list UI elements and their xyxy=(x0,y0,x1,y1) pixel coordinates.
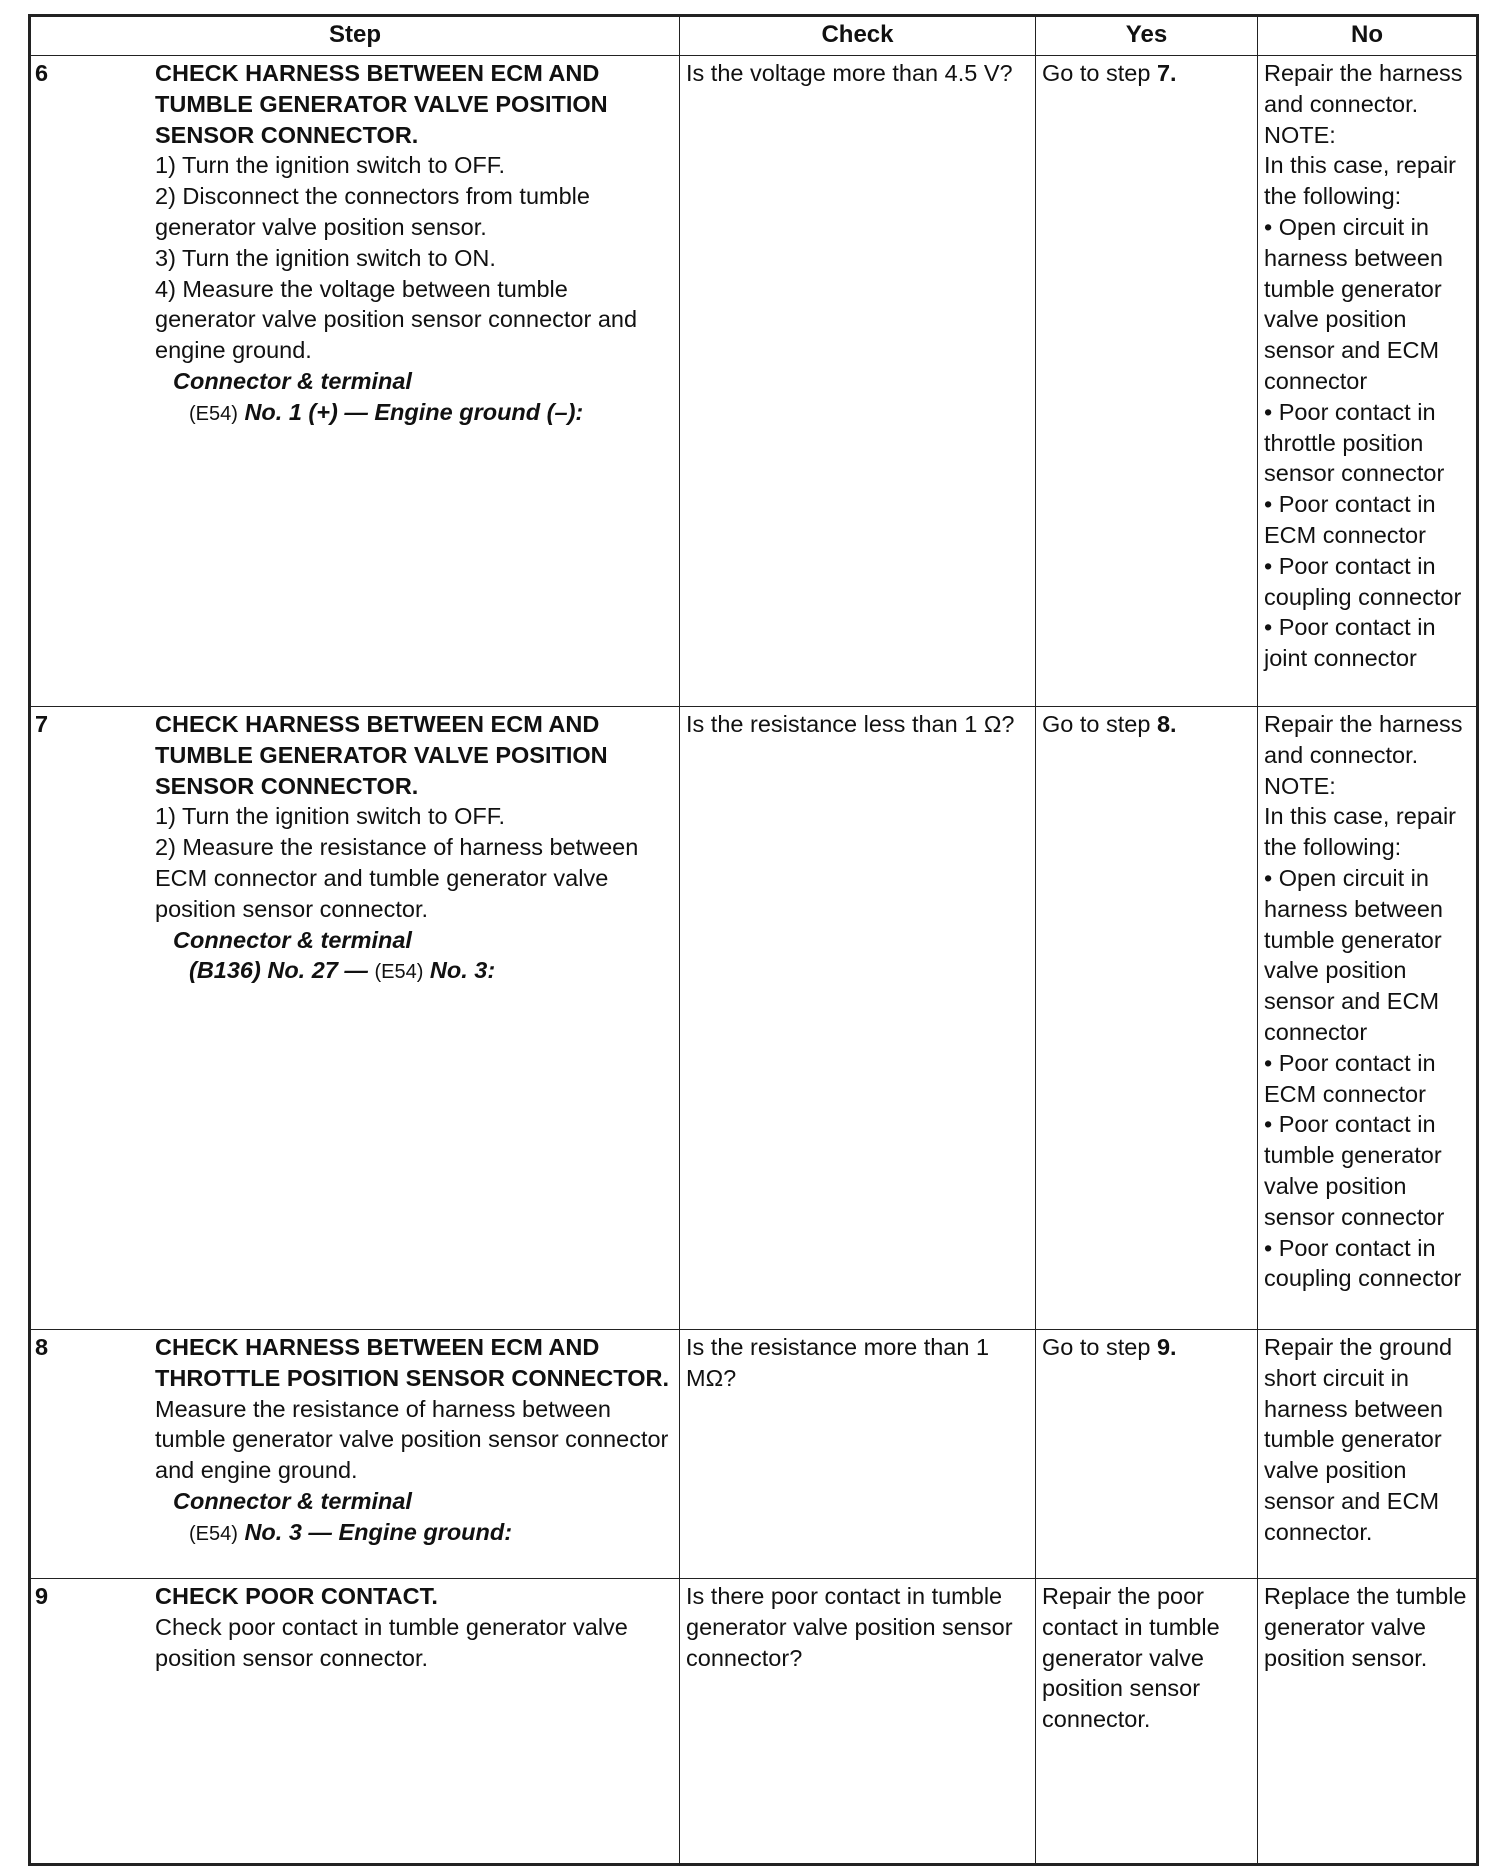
step-title: CHECK HARNESS BETWEEN ECM AND THROTTLE POSITION SENSOR CONNECTOR. xyxy=(155,1334,669,1391)
step-description xyxy=(155,709,679,988)
step-cell xyxy=(30,707,680,1330)
step-line: Check poor contact in tumble generator valve position sensor connector. xyxy=(155,1613,628,1671)
yes-cell xyxy=(1036,707,1258,1330)
step-number: 7 xyxy=(35,711,49,737)
note-item: • Open circuit in harness between tumble generator valve position sensor and ECM connector xyxy=(1264,213,1443,394)
connector-pre: (B136) No. 27 — xyxy=(189,957,375,984)
header-yes: Yes xyxy=(1036,16,1258,56)
no-main-text: Repair the harness and connector. xyxy=(1264,711,1463,768)
no-cell xyxy=(1258,1579,1478,1865)
step-title: CHECK POOR CONTACT. xyxy=(155,1583,438,1609)
step-line: 1) Turn the ignition switch to OFF. xyxy=(155,152,506,179)
connector-terminal xyxy=(155,955,673,988)
note-item: • Poor contact in ECM connector xyxy=(1264,1049,1436,1107)
step-line: 2) Measure the resistance of harness between ECM connector and tumble generator valve position sensor connector. xyxy=(155,834,639,922)
connector-label: Connector & terminal xyxy=(173,926,412,953)
note-item: • Poor contact in ECM connector xyxy=(1264,491,1436,548)
step-cell xyxy=(30,1579,680,1865)
no-cell xyxy=(1258,707,1478,1330)
yes-cell xyxy=(1036,56,1258,707)
step-cell xyxy=(30,1330,680,1579)
table-row-step-8 xyxy=(30,1330,1478,1579)
diagnostic-table-page xyxy=(28,14,1476,1866)
note-label: NOTE: xyxy=(1264,121,1336,148)
table-row-step-7 xyxy=(30,707,1478,1330)
header-check: Check xyxy=(680,16,1036,56)
note-item: • Poor contact in joint connector xyxy=(1264,614,1436,672)
step-number: 9 xyxy=(35,1583,49,1609)
step-line: 4) Measure the voltage between tumble generator valve position sensor connector and engine ground. xyxy=(155,275,638,364)
step-title: CHECK HARNESS BETWEEN ECM AND TUMBLE GENERATOR VALVE POSITION SENSOR CONNECTOR. xyxy=(155,60,608,148)
step-number: 6 xyxy=(35,60,49,86)
connector-id: (E54) xyxy=(374,961,424,984)
no-cell xyxy=(1258,56,1478,707)
yes-text: Go to step xyxy=(1042,60,1157,86)
yes-step-number: 8. xyxy=(1156,711,1177,737)
connector-terminal xyxy=(155,397,673,430)
yes-step-number: 9. xyxy=(1156,1334,1177,1360)
connector-value: No. 1 (+) — Engine ground (–): xyxy=(244,398,584,425)
yes-cell xyxy=(1036,1330,1258,1579)
check-cell: Is the resistance more than 1 MΩ? xyxy=(680,1330,1036,1579)
step-description xyxy=(155,58,679,430)
yes-text: Go to step xyxy=(1042,711,1157,737)
no-main-text: Repair the harness and connector. xyxy=(1264,60,1463,117)
connector-id: (E54) xyxy=(189,1522,238,1545)
no-cell xyxy=(1258,1330,1478,1579)
table-row-step-9 xyxy=(30,1579,1478,1865)
check-cell: Is the resistance less than 1 Ω? xyxy=(680,707,1036,1330)
yes-text: Go to step xyxy=(1042,1334,1157,1360)
table-row-step-6 xyxy=(30,56,1478,707)
connector-id: (E54) xyxy=(189,402,238,425)
step-line: 1) Turn the ignition switch to OFF. xyxy=(155,803,506,830)
note-item: • Open circuit in harness between tumble generator valve position sensor and ECM connector xyxy=(1264,864,1443,1045)
note-item: • Poor contact in coupling connector xyxy=(1264,552,1462,610)
note-intro: In this case, repair the following: xyxy=(1264,152,1457,210)
connector-terminal xyxy=(155,1517,673,1550)
no-main-text: Replace the tumble generator valve position sensor. xyxy=(1264,1583,1467,1671)
yes-step-number: 7. xyxy=(1156,60,1177,86)
step-line: Measure the resistance of harness between tumble generator valve position sensor connector and engine ground. xyxy=(155,1395,669,1484)
diagnostic-table xyxy=(28,14,1479,1866)
connector-label: Connector & terminal xyxy=(173,367,412,394)
header-row xyxy=(30,16,1478,56)
note-label: NOTE: xyxy=(1264,772,1336,799)
yes-cell: Repair the poor contact in tumble generator valve position sensor connector. xyxy=(1036,1579,1258,1865)
no-main-text: Repair the ground short circuit in harness between tumble generator valve position sensor and ECM connector. xyxy=(1264,1334,1453,1545)
step-description xyxy=(155,1332,679,1550)
step-line: 3) Turn the ignition switch to ON. xyxy=(155,244,496,271)
step-title: CHECK HARNESS BETWEEN ECM AND TUMBLE GENERATOR VALVE POSITION SENSOR CONNECTOR. xyxy=(155,711,608,799)
check-cell: Is the voltage more than 4.5 V? xyxy=(680,56,1036,707)
note-item: • Poor contact in throttle position sensor connector xyxy=(1264,398,1445,487)
connector-value: No. 3: xyxy=(429,957,496,984)
check-cell: Is there poor contact in tumble generator valve position sensor connector? xyxy=(680,1579,1036,1865)
header-step: Step xyxy=(30,16,680,56)
connector-value: No. 3 — Engine ground: xyxy=(244,1518,513,1545)
step-cell xyxy=(30,56,680,707)
step-description xyxy=(155,1581,679,1673)
note-item: • Poor contact in coupling connector xyxy=(1264,1234,1462,1292)
connector-label: Connector & terminal xyxy=(173,1487,412,1514)
header-no: No xyxy=(1258,16,1478,56)
step-line: 2) Disconnect the connectors from tumble generator valve position sensor. xyxy=(155,183,590,240)
step-number: 8 xyxy=(35,1334,49,1360)
note-item: • Poor contact in tumble generator valve position sensor connector xyxy=(1264,1111,1445,1230)
note-intro: In this case, repair the following: xyxy=(1264,803,1457,861)
